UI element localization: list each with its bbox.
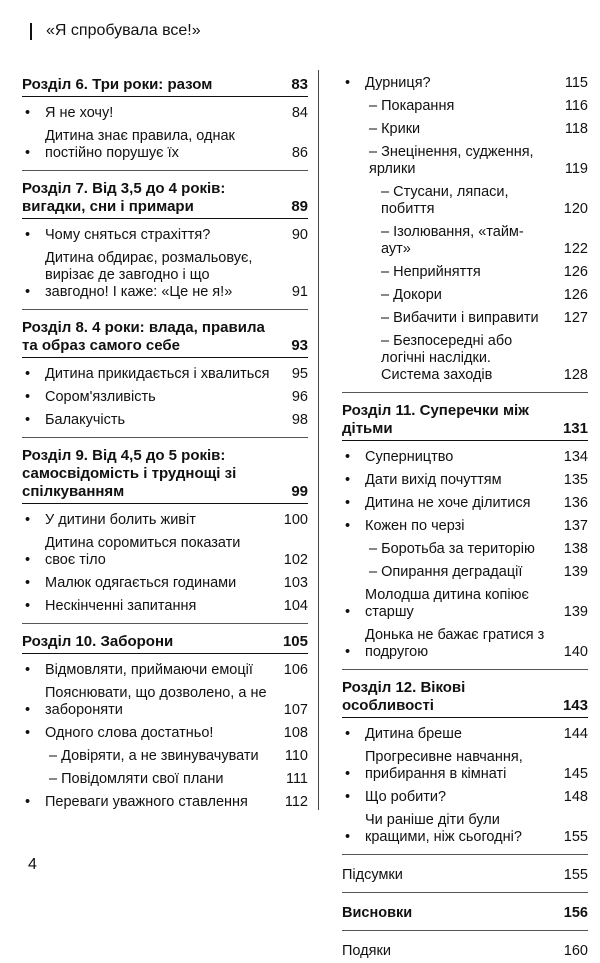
toc-item[interactable] [22,125,308,165]
item-page: 120 [563,201,588,217]
item-title: Балакучість [45,412,126,428]
item-page: 95 [291,366,308,382]
bullet-icon: • [25,105,31,121]
item-page: 145 [563,766,588,782]
toc-subitem[interactable] [342,307,588,330]
toc-subitem[interactable] [342,330,588,387]
bullet-icon: • [25,702,31,718]
toc-item[interactable] [22,102,308,125]
item-title: Дитина не хоче ділитися [365,495,531,511]
item-page: 103 [283,575,308,591]
toc-left-column [22,72,308,814]
item-page: 98 [291,412,308,428]
item-title: Висновки [342,905,413,921]
toc-item[interactable] [22,572,308,595]
toc-subitem[interactable] [342,538,588,561]
toc-section-9[interactable] [22,447,308,504]
toc-section-6[interactable] [22,76,308,97]
item-title: Малюк одягається годинами [45,575,237,591]
item-page: 140 [563,644,588,660]
toc-item[interactable] [22,224,308,247]
section-page: 143 [562,697,588,714]
toc-item[interactable] [342,746,588,786]
section-page: 83 [291,76,308,93]
item-page: 138 [563,541,588,557]
item-title: Подяки [342,943,391,959]
toc-item[interactable] [342,72,588,95]
bullet-icon: • [345,829,351,845]
toc-item-thanks[interactable] [342,940,588,963]
toc-subitem[interactable] [342,181,588,221]
bullet-icon: • [25,366,31,382]
toc-item[interactable] [22,409,308,432]
section-title: Розділ 7. Від 3,5 до 4 років: вигадки, сни і примари [22,180,226,215]
bullet-icon: • [345,449,351,465]
bullet-icon: • [25,598,31,614]
item-page: 102 [283,552,308,568]
item-page: 86 [291,145,308,161]
toc-section-10[interactable] [22,633,308,654]
section-page: 89 [291,198,308,215]
toc-item[interactable] [22,682,308,722]
item-title: Дитина соромиться показати своє тіло [45,535,241,568]
toc-subitem[interactable] [22,745,308,768]
item-title: Що робити? [365,789,447,805]
item-title: У дитини болить живіт [45,512,196,528]
item-title: – Довіряти, а не звинувачувати [49,748,259,764]
bullet-icon: • [25,389,31,405]
item-page: 144 [563,726,588,742]
item-title: Підсумки [342,867,403,883]
toc-item[interactable] [22,791,308,814]
page-number: 4 [28,856,37,873]
toc-item[interactable] [22,509,308,532]
item-page: 108 [283,725,308,741]
book-title: «Я спробувала все!» [46,22,201,39]
item-page: 84 [291,105,308,121]
item-title: Чому сняться страхіття? [45,227,211,243]
item-page: 104 [283,598,308,614]
item-title: – Крики [369,121,421,137]
toc-item[interactable] [342,723,588,746]
section-page: 99 [291,483,308,500]
section-title: Розділ 10. Заборони [22,633,174,650]
toc-item[interactable] [22,722,308,745]
item-page: 122 [563,241,588,257]
item-title: Одного слова достатньо! [45,725,214,741]
toc-item[interactable] [342,469,588,492]
toc-section-7[interactable] [22,180,308,219]
item-title: – Стусани, ляпаси, побиття [381,184,509,217]
header-bar [30,23,32,40]
item-title: Дитина обдирає, розмальовує, вирізає де завгодно і що завгодно! І каже: «Це не я!» [45,250,253,300]
section-separator [22,170,308,171]
item-page: 91 [291,284,308,300]
item-title: Нескінченні запитання [45,598,197,614]
toc-subitem[interactable] [342,118,588,141]
item-page: 148 [563,789,588,805]
bullet-icon: • [345,472,351,488]
toc-right-column [342,72,588,963]
section-separator [342,392,588,393]
item-title: – Опирання деградації [369,564,523,580]
section-page: 131 [562,420,588,437]
item-title: – Докори [381,287,442,303]
item-page: 135 [563,472,588,488]
toc-subitem[interactable] [342,561,588,584]
item-page: 110 [284,748,308,764]
bullet-icon: • [345,766,351,782]
item-title: Я не хочу! [45,105,114,121]
bullet-icon: • [25,725,31,741]
item-page: 112 [284,794,308,810]
bullet-icon: • [345,75,351,91]
bullet-icon: • [345,789,351,805]
section-separator [22,437,308,438]
item-title: – Покарання [369,98,455,114]
bullet-icon: • [345,604,351,620]
item-title: Донька не бажає гратися з подругою [365,627,545,660]
bullet-icon: • [345,495,351,511]
item-page: 155 [563,867,588,883]
toc-item[interactable] [22,532,308,572]
item-title: Дурниця? [365,75,431,91]
item-page: 127 [563,310,588,326]
section-title: Розділ 12. Вікові особливості [342,679,466,714]
item-title: Прогресивне навчання, прибирання в кімнаті [365,749,523,782]
section-separator [22,309,308,310]
item-title: Кожен по черзі [365,518,465,534]
item-title: Дати вихід почуттям [365,472,502,488]
toc-section-12[interactable] [342,679,588,718]
toc-item[interactable] [342,786,588,809]
item-title: Пояснювати, що дозволено, а не забороняти [45,685,267,718]
item-page: 107 [283,702,308,718]
item-page: 100 [283,512,308,528]
item-title: – Безпосередні або логічні наслідки. Система заходів [381,333,513,383]
bullet-icon: • [25,145,31,161]
toc-item[interactable] [22,659,308,682]
bullet-icon: • [25,412,31,428]
bullet-icon: • [25,512,31,528]
item-page: 96 [291,389,308,405]
running-header [30,22,201,40]
item-title: Дитина знає правила, однак постійно порушує їх [45,128,235,161]
bullet-icon: • [25,284,31,300]
item-title: Переваги уважного ставлення [45,794,248,810]
section-separator [342,930,588,931]
toc-subitem[interactable] [342,141,588,181]
bullet-icon: • [345,726,351,742]
section-title: Розділ 8. 4 роки: влада, правила та образ самого себе [22,319,265,354]
toc-subitem[interactable] [342,284,588,307]
bullet-icon: • [25,575,31,591]
item-title: Сором'язливість [45,389,156,405]
toc-item[interactable] [342,624,588,664]
item-page: 139 [563,604,588,620]
section-title: Розділ 9. Від 4,5 до 5 років: самосвідомість і труднощі зі спілкуванням [22,447,237,500]
item-page: 137 [563,518,588,534]
toc-item[interactable] [22,595,308,618]
item-title: – Ізолювання, «тайм-аут» [381,224,524,257]
item-page: 118 [564,121,588,137]
item-title: Чи раніше діти були кращими, ніж сьогодні? [365,812,522,845]
item-page: 116 [564,98,588,114]
item-page: 139 [563,564,588,580]
toc-section-11[interactable] [342,402,588,441]
bullet-icon: • [25,794,31,810]
bullet-icon: • [25,662,31,678]
item-page: 160 [563,943,588,959]
section-title: Розділ 6. Три роки: разом [22,76,213,93]
section-page: 93 [291,337,308,354]
toc-item[interactable] [342,492,588,515]
item-title: – Неприйняття [381,264,481,280]
bullet-icon: • [345,644,351,660]
toc-item[interactable] [342,446,588,469]
toc-item[interactable] [342,515,588,538]
section-separator [22,623,308,624]
bullet-icon: • [345,518,351,534]
item-page: 90 [291,227,308,243]
toc-item-conclusions[interactable] [342,902,588,925]
toc-subitem[interactable] [342,261,588,284]
item-page: 155 [563,829,588,845]
toc-item[interactable] [22,363,308,386]
item-title: – Повідомляти свої плани [49,771,224,787]
item-title: – Знецінення, судження, ярлики [369,144,534,177]
toc-item[interactable] [22,247,308,304]
toc-subitem[interactable] [22,768,308,791]
item-page: 126 [563,264,588,280]
item-page: 134 [563,449,588,465]
bullet-icon: • [25,552,31,568]
item-page: 115 [564,75,588,91]
item-title: Відмовляти, приймаючи емоції [45,662,253,678]
item-page: 128 [563,367,588,383]
toc-item[interactable] [342,809,588,849]
item-page: 126 [563,287,588,303]
item-title: – Вибачити і виправити [381,310,539,326]
item-page: 136 [563,495,588,511]
section-page: 105 [282,633,308,650]
toc-subitem[interactable] [342,221,588,261]
item-page: 111 [285,771,308,787]
section-separator [342,854,588,855]
bullet-icon: • [25,227,31,243]
item-title: Дитина бреше [365,726,462,742]
item-title: Молодша дитина копіює старшу [365,587,529,620]
toc-subitem[interactable] [342,95,588,118]
item-page: 119 [564,161,588,177]
item-title: Суперництво [365,449,454,465]
column-divider [318,70,319,810]
item-page: 106 [283,662,308,678]
toc-item-summary[interactable] [342,864,588,887]
toc-item[interactable] [342,584,588,624]
item-title: – Боротьба за територію [369,541,535,557]
item-title: Дитина прикидається і хвалиться [45,366,270,382]
item-page: 156 [563,905,588,921]
toc-item[interactable] [22,386,308,409]
toc-section-8[interactable] [22,319,308,358]
section-title: Розділ 11. Суперечки між дітьми [342,402,529,437]
section-separator [342,669,588,670]
